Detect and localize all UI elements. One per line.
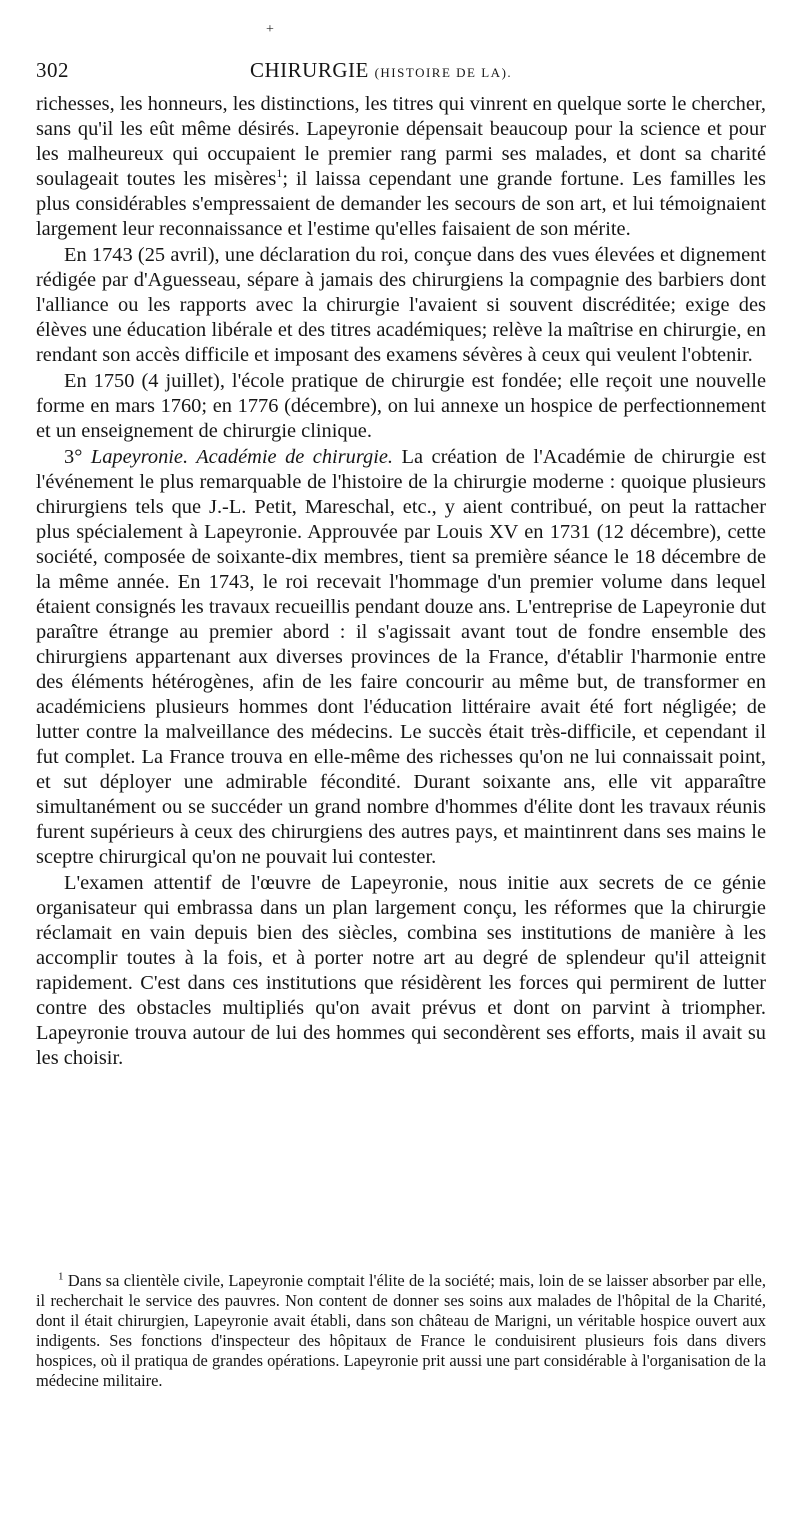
running-title-main: CHIRURGIE — [250, 58, 369, 82]
running-title — [250, 58, 512, 83]
section-title: Lapeyronie. Académie de chirurgie. — [90, 446, 394, 468]
paragraph-4 — [36, 445, 766, 870]
print-mark: + — [266, 22, 274, 37]
paragraph-5: L'examen attentif de l'œuvre de Lapeyronie, nous initie aux secrets de ce génie organisateur qui embrassa dans un plan largement conçu, les réformes que la chirurgie réclamait en vain depuis bien des siècles, combina ses institutions de manière à les accomplir toutes à la fois, et à porter notre art au degré de splendeur qu'il atteignit rapidement. C'est dans ces institutions que résidèrent les forces qui permirent de lutter contre des obstacles multipliés qu'on avait prévus et dont on parvint à triompher. Lapeyronie trouva autour de lui des hommes qui secondèrent ses efforts, mais il avait su les choisir. — [36, 872, 766, 1069]
running-header — [36, 58, 766, 88]
running-title-sub: (HISTOIRE DE LA). — [374, 65, 513, 80]
paragraph-1-end: ; il laissa cependant une grande fortune. Les familles les plus considérables s'empressaient de demander les secours de son art, et lui témoignaient largement leur reconnaissance et l'estime qu'elles faisaient de son mérite. — [36, 168, 766, 240]
page-number: 302 — [36, 58, 69, 82]
footnote-text: Dans sa clientèle civile, Lapeyronie comptait l'élite de la société; mais, loin de se laisser absorber par elle, il recherchait le service des pauvres. Non content de donner ses soins aux malades de l'hôpital de la Charité, dont il était chirurgien, Lapeyronie avait établi, dans son château de Marigni, un véritable hospice ouvert aux indigents. Ses fonctions d'inspecteur des hôpitaux de France le conduisirent plusieurs fois dans divers hospices, où il pratiqua de grandes opérations. Lapeyronie prit aussi une part considérable à l'organisation de la médecine militaire. — [36, 1271, 766, 1390]
paragraph-3: En 1750 (4 juillet), l'école pratique de chirurgie est fondée; elle reçoit une nouvelle forme en mars 1760; en 1776 (décembre), on lui annexe un hospice de perfectionnement et un enseignement de chirurgie clinique. — [36, 370, 766, 442]
paragraph-4-text: La création de l'Académie de chirurgie est l'événement le plus remarquable de l'histoire de la chirurgie moderne : quoique plusieurs chirurgiens tels que J.-L. Petit, Mareschal, etc., y aient contribué, on peut la rattacher plus spécialement à Lapeyronie. Approuvée par Louis XV en 1731 (12 décembre), cette société, composée de soixante-dix membres, tient sa première séance le 18 décembre de la même année. En 1743, le roi recevait l'hommage d'un premier volume dans lequel étaient consignés les travaux recueillis pendant douze ans. L'entreprise de Lapeyronie dut paraître étrange au premier abord : il s'agissait avant tout de fondre ensemble des chirurgiens appartenant aux diverses provinces de la France, d'établir l'harmonie entre des éléments hétérogènes, afin de les faire concourir au même but, de transformer en académiciens plusieurs hommes dont l'éducation littéraire avait été fort négligée; de lutter contre la malveillance des médecins. Le succès était très-difficile, et cependant il fut complet. La France trouva en elle-même des richesses qu'on ne lui connaissait point, et sut déployer une admirable fécondité. Durant soixante ans, elle vit apparaître simultanément ou se succéder un grand nombre d'hommes d'élite dont les travaux réunis furent supérieurs à ceux des chirurgiens des autres pays, et maintinrent dans ses mains le sceptre chirurgical qu'on ne pouvait lui contester. — [36, 446, 766, 868]
footnote-section — [36, 1271, 766, 1391]
paragraph-1-text: richesses, les honneurs, les distinctions, les titres qui vinrent en quelque sorte le chercher, sans qu'il les eût même désirés. Lapeyronie dépensait beaucoup pour la science et pour les malheureux qui occupaient le premier rang parmi ses malades, et dont sa charité soulageait toutes les misères — [36, 93, 766, 190]
footnote-number: 1 — [58, 1270, 64, 1283]
paragraph-2: En 1743 (25 avril), une déclaration du roi, conçue dans des vues élevées et dignement rédigée par d'Aguesseau, sépare à jamais des chirurgiens la compagnie des barbiers dont l'alliance ou les rapports avec la chirurgie l'avaient si souvent discréditée; exige des élèves une éducation libérale et des titres académiques; relève la maîtrise en chirurgie, en rendant son accès difficile et imposant des examens sévères à ceux qui veulent l'obtenir. — [36, 244, 766, 366]
footnote — [36, 1271, 766, 1391]
footnote-reference[interactable]: 1 — [276, 166, 283, 181]
paragraph-1 — [36, 92, 766, 242]
section-number: 3° — [64, 446, 83, 468]
body-text — [36, 92, 766, 1071]
